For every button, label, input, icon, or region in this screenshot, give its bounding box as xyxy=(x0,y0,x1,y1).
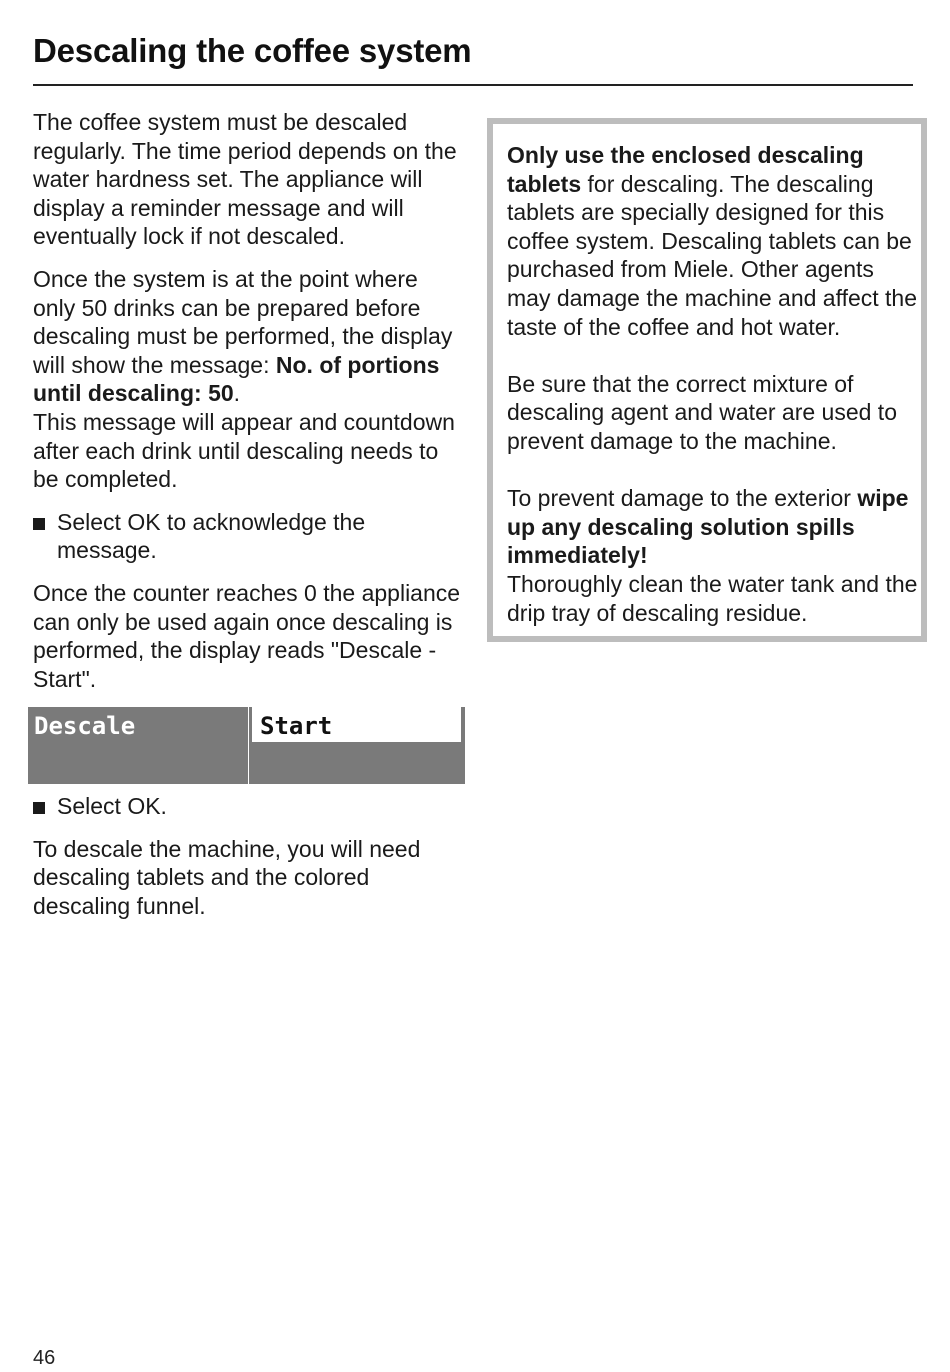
intro-paragraph: The coffee system must be descaled regularly. The time period depends on the water hardness set. The appliance will display a reminder message and will eventually lock if not descaled. xyxy=(33,109,457,250)
instruction-text: Select OK to acknowledge the message. xyxy=(57,508,366,564)
left-column xyxy=(33,108,465,935)
warning-spills-bold: wipe up any descaling solution spills immediately! xyxy=(507,485,909,569)
page-title: Descaling the coffee system xyxy=(33,32,472,69)
warning-spills xyxy=(507,484,921,627)
message-paragraph xyxy=(33,265,465,494)
page-number: 46 xyxy=(33,1347,56,1369)
bullet-square-icon xyxy=(33,802,45,814)
instruction-select-ok xyxy=(33,792,465,821)
countdown-text: This message will appear and countdown after each drink until descaling needs to be completed. xyxy=(33,408,455,493)
display-start-cell xyxy=(252,707,461,743)
warning-clean-text: Thoroughly clean the water tank and the drip tray of descaling residue. xyxy=(507,570,918,626)
requirements-paragraph: To descale the machine, you will need descaling tablets and the colored descaling funnel. xyxy=(33,835,421,920)
warning-mixture: Be sure that the correct mixture of descaling agent and water are used to prevent damage to the machine. xyxy=(507,370,897,454)
message-paragraph-text: Once the system is at the point where only 50 drinks can be prepared before descaling must be performed, the display will show the message: xyxy=(33,265,453,378)
message-paragraph-period: . xyxy=(233,380,241,407)
warning-tablets xyxy=(507,141,921,341)
display-left-cell xyxy=(28,707,249,784)
bullet-square-icon xyxy=(33,518,45,530)
warning-spills-text: To prevent damage to the exterior xyxy=(507,485,858,512)
display-illustration xyxy=(28,707,465,784)
warning-tablets-text: for descaling. The descaling tablets are specially designed for this coffee system. Descaling tablets can be purchased from Miele. Other agents may damage the machine and affect the taste of the coffee and hot water. xyxy=(507,170,918,340)
display-descale-label: Descale xyxy=(34,712,136,741)
portions-message: No. of portions until descaling: 50 xyxy=(33,351,440,407)
instruction-acknowledge xyxy=(33,508,465,565)
title-divider xyxy=(33,84,913,86)
display-start-label: Start xyxy=(260,712,333,741)
warning-tablets-bold: Only use the enclosed descaling tablets xyxy=(507,142,864,197)
instruction-text: Select OK. xyxy=(57,793,167,820)
warning-box xyxy=(487,118,927,642)
counter-paragraph: Once the counter reaches 0 the appliance can only be used again once descaling is performed, the display reads "Descale - Start". xyxy=(33,579,461,692)
